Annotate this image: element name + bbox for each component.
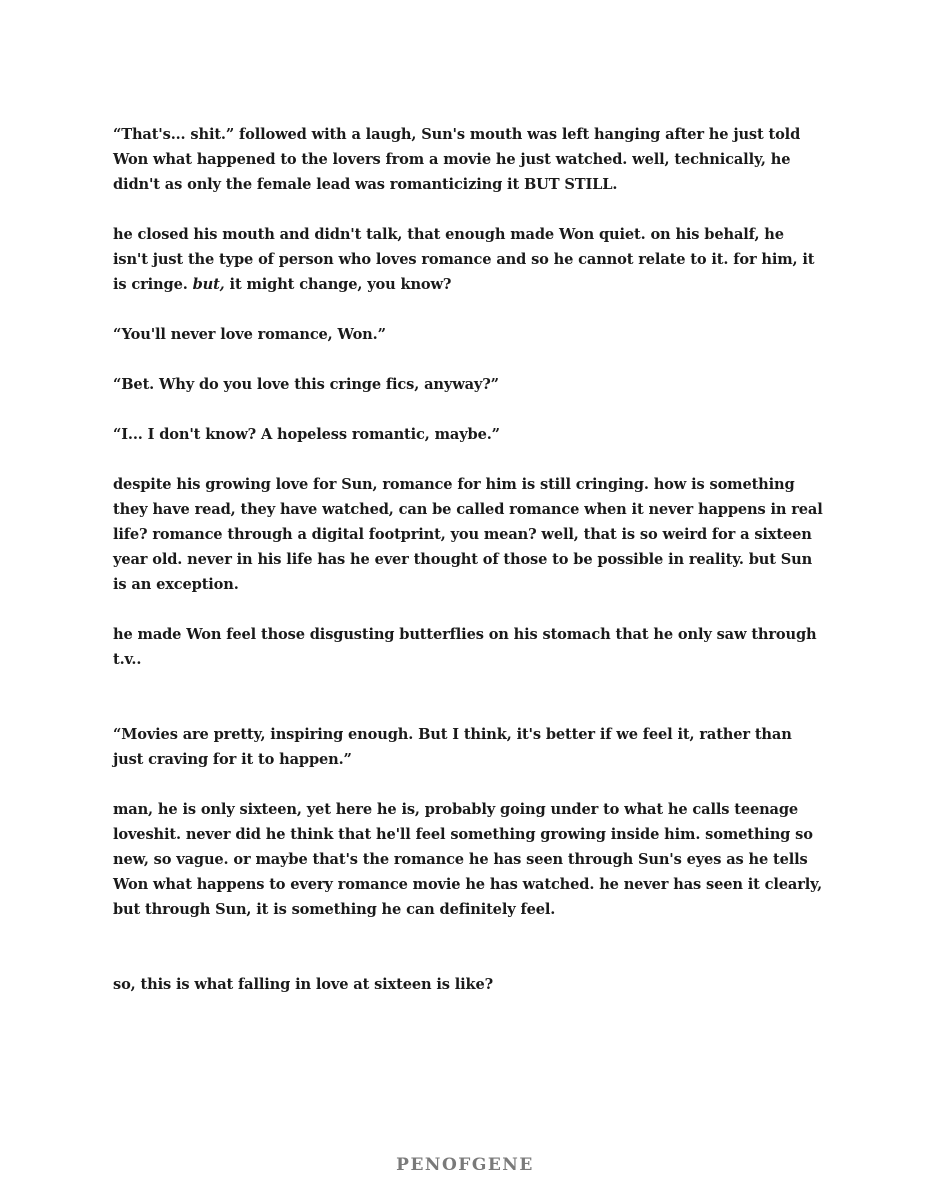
paragraph-4: “Bet. Why do you love this cringe fics, anyway?” bbox=[113, 376, 499, 393]
paragraph-2-text-b: it might change, you know? bbox=[224, 276, 452, 293]
paragraph-7: he made Won feel those disgusting butterflies on his stomach that he only saw through t.v.. bbox=[113, 626, 817, 668]
paragraph-5: “I... I don't know? A hopeless romantic, maybe.” bbox=[113, 426, 500, 443]
paragraph-6: despite his growing love for Sun, romance for him is still cringing. how is something they have read, they have watched, can be called romance when it never happens in real life? romance through a digital footprint, you mean? well, that is so weird for a sixteen year old. never in his life has he ever thought of those to be possible in reality. but Sun is an exception. bbox=[113, 476, 823, 593]
story-text bbox=[113, 122, 823, 1022]
paragraph-2-italic: but, bbox=[192, 276, 225, 293]
paragraph-3: “You'll never love romance, Won.” bbox=[113, 326, 386, 343]
paragraph-1: “That's... shit.” followed with a laugh, Sun's mouth was left hanging after he just told Won what happened to the lovers from a movie he just watched. well, technically, he didn't as only the female lead was romanticizing it BUT STILL. bbox=[113, 126, 801, 193]
author-signature: PENOFGENE bbox=[396, 1155, 534, 1175]
paragraph-2-text-a: he closed his mouth and didn't talk, that enough made Won quiet. on his behalf, he isn't just the type of person who loves romance and so he cannot relate to it. for him, it is cringe. bbox=[113, 226, 815, 293]
paragraph-9: man, he is only sixteen, yet here he is, probably going under to what he calls teenage loveshit. never did he think that he'll feel something growing inside him. something so new, so vague. or maybe that's the romance he has seen through Sun's eyes as he tells Won what happens to every romance movie he has watched. he never has seen it clearly, but through Sun, it is something he can definitely feel. bbox=[113, 801, 823, 918]
paragraph-8: “Movies are pretty, inspiring enough. But I think, it's better if we feel it, rather than just craving for it to happen.” bbox=[113, 726, 792, 768]
paragraph-10: so, this is what falling in love at sixteen is like? bbox=[113, 976, 494, 993]
paragraph-2 bbox=[113, 222, 823, 297]
